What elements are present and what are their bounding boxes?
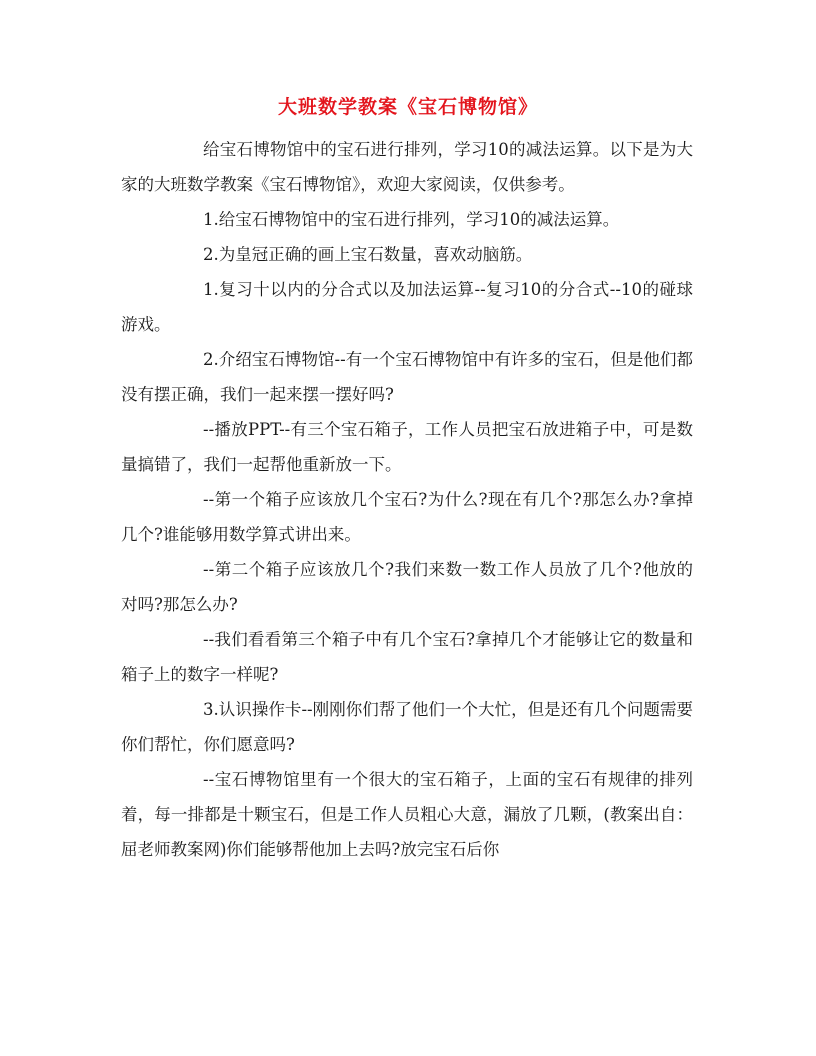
paragraph: --第一个箱子应该放几个宝石?为什么?现在有几个?那怎么办?拿掉几个?谁能够用数学算式讲出来。 [121, 490, 693, 544]
paragraph: 1.复习十以内的分合式以及加法运算--复习10的分合式--10的碰球游戏。 [121, 280, 693, 334]
paragraph: 2.介绍宝石博物馆--有一个宝石博物馆中有许多的宝石，但是他们都没有摆正确，我们一起来摆一摆好吗? [121, 350, 693, 404]
paragraph: 3.认识操作卡--刚刚你们帮了他们一个大忙，但是还有几个问题需要你们帮忙，你们愿意吗? [121, 700, 693, 754]
paragraph: --第二个箱子应该放几个?我们来数一数工作人员放了几个?他放的对吗?那怎么办? [121, 560, 693, 614]
paragraph: 给宝石博物馆中的宝石进行排列，学习10的减法运算。以下是为大家的大班数学教案《宝石博物馆》，欢迎大家阅读，仅供参考。 [121, 140, 693, 194]
paragraph: --播放PPT--有三个宝石箱子，工作人员把宝石放进箱子中，可是数量搞错了，我们一起帮他重新放一下。 [121, 420, 693, 474]
document-body [121, 132, 693, 867]
paragraph: 1.给宝石博物馆中的宝石进行排列，学习10的减法运算。 [203, 210, 620, 229]
paragraph: --宝石博物馆里有一个很大的宝石箱子，上面的宝石有规律的排列着，每一排都是十颗宝石，但是工作人员粗心大意，漏放了几颗，(教案出自：屈老师教案网)你们能够帮他加上去吗?放完宝石后你 [121, 770, 693, 859]
document-title: 大班数学教案《宝石博物馆》 [277, 96, 538, 118]
paragraph: --我们看看第三个箱子中有几个宝石?拿掉几个才能够让它的数量和箱子上的数字一样呢? [121, 630, 693, 684]
paragraph: 2.为皇冠正确的画上宝石数量，喜欢动脑筋。 [203, 245, 533, 264]
